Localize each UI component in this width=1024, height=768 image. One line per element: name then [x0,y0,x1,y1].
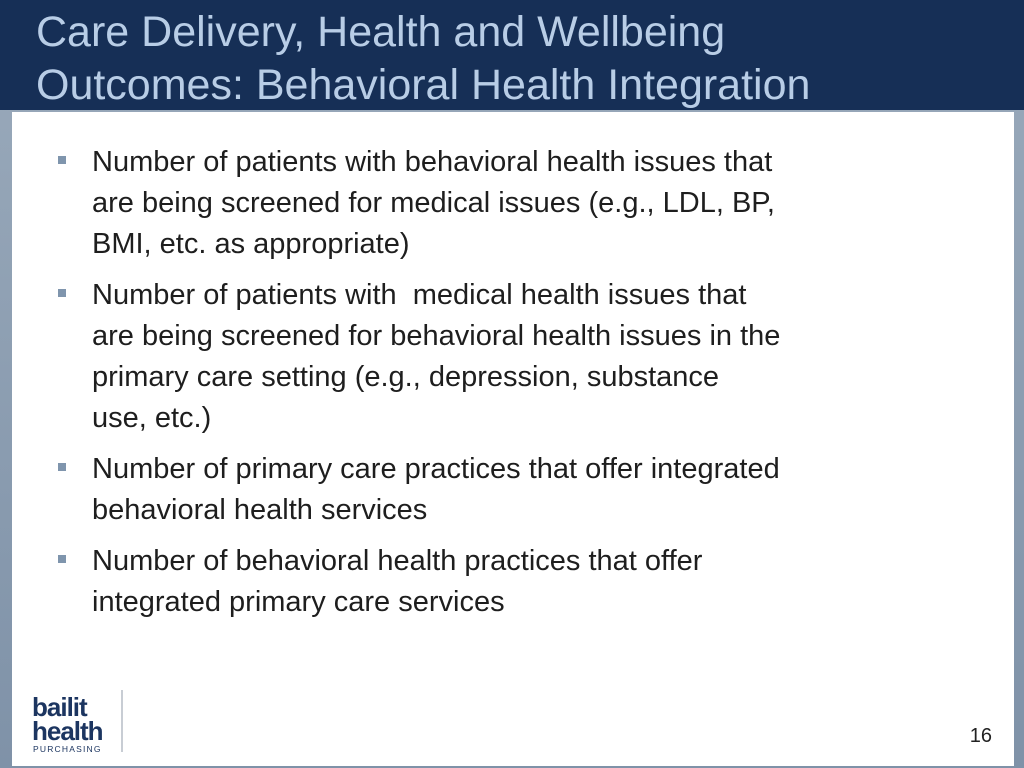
square-bullet-icon [58,555,66,563]
logo-line-health: health [32,716,103,746]
bullet-text-4 [92,541,896,623]
square-bullet-icon [58,463,66,471]
bullet-1-line-2: are being screened for medical issues (e.g., LDL, BP, [92,187,775,219]
square-bullet-icon [58,289,66,297]
bullet-item-1 [56,142,896,265]
bailit-health-logo [32,692,142,756]
bullet-3-line-1: Number of primary care practices that offer integrated [92,453,780,485]
bullet-2-line-1: Number of patients with medical health issues that [92,279,747,311]
logo-line-purchasing: PURCHASING [33,744,102,754]
bullet-2-line-2: are being screened for behavioral health issues in the [92,320,781,352]
bullet-item-3 [56,449,896,531]
content-area [12,112,1014,766]
square-bullet-icon [58,156,66,164]
slide-title [36,6,996,112]
title-bar [0,0,1024,110]
bullet-item-4 [56,541,896,623]
bullet-1-line-3: BMI, etc. as appropriate) [92,228,410,260]
logo-line-bailit: bailit [32,692,87,722]
bullet-4-line-1: Number of behavioral health practices that offer [92,545,703,577]
slide-title-line-2: Outcomes: Behavioral Health Integration [36,61,811,109]
bullet-text-2 [92,275,896,439]
bullet-item-2 [56,275,896,439]
bullet-1-line-1: Number of patients with behavioral health issues that [92,146,773,178]
bullet-4-line-2: integrated primary care services [92,586,505,618]
logo-divider [121,690,123,752]
bullet-2-line-4: use, etc.) [92,402,212,434]
bullet-text-3 [92,449,896,531]
bullet-2-line-3: primary care setting (e.g., depression, substance [92,361,720,393]
slide-title-line-1: Care Delivery, Health and Wellbeing [36,8,726,56]
page-number: 16 [969,725,992,747]
bullet-text-1 [92,142,896,265]
bullet-3-line-2: behavioral health services [92,494,428,526]
bullet-list [56,142,896,633]
